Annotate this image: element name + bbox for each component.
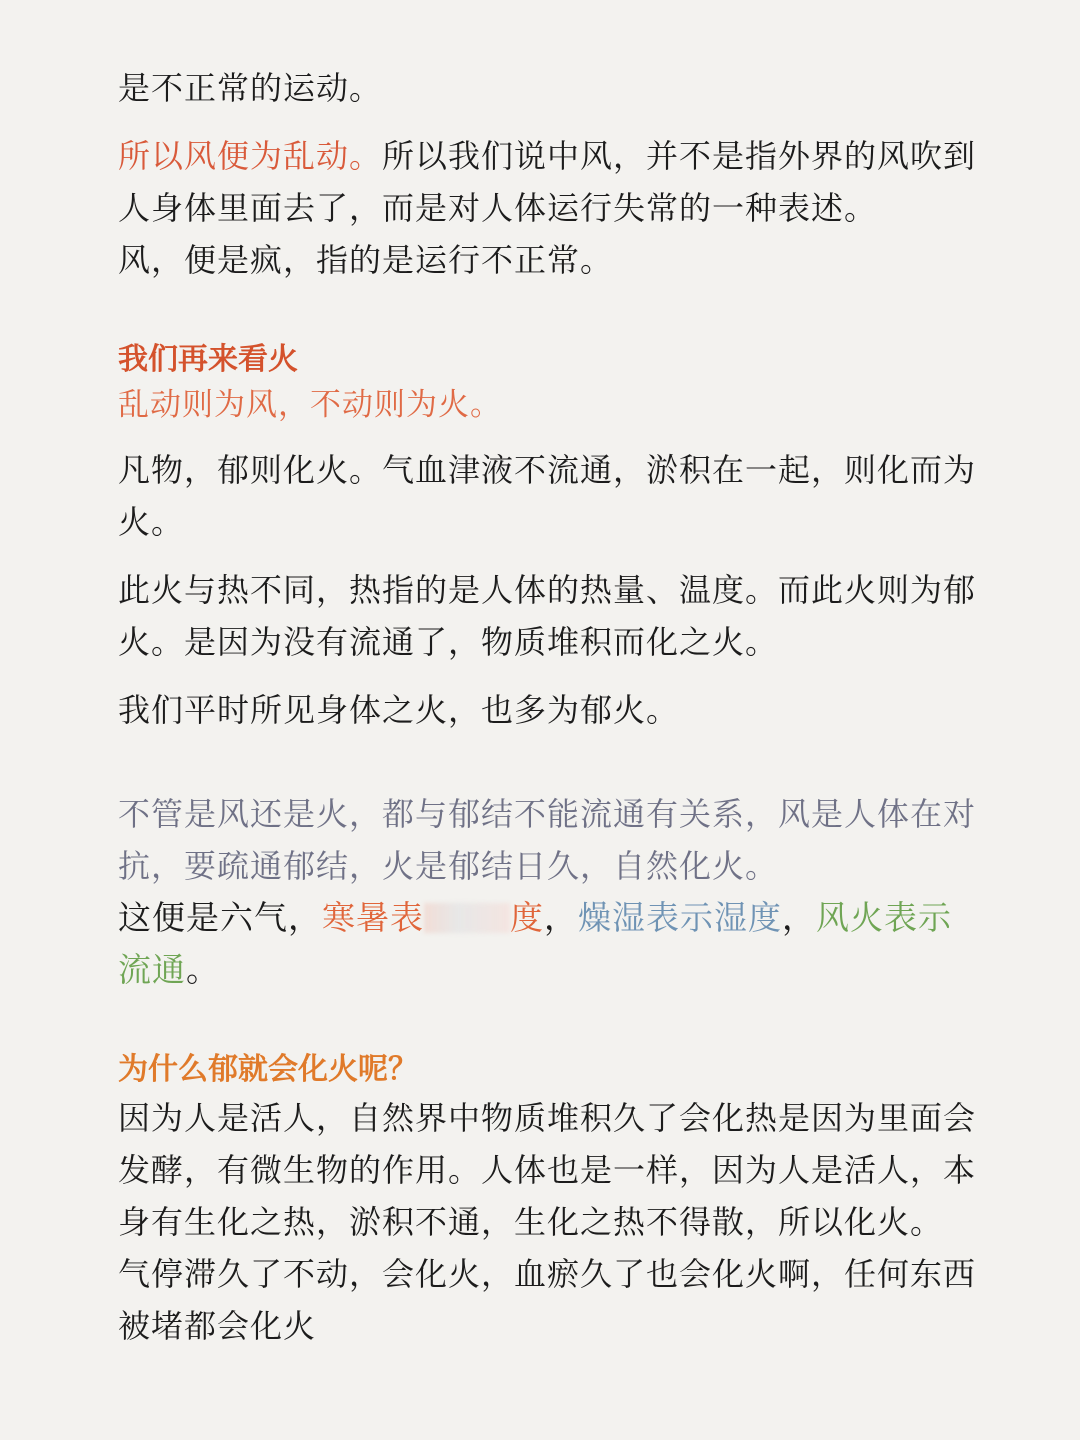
paragraph-2 [118, 130, 978, 234]
wind-fire-label: 风火表示流通 [118, 898, 952, 989]
paragraph-6: 我们平时所见身体之火，也多为郁火。 [118, 691, 680, 729]
cold-heat-degree: 度 [510, 898, 544, 937]
paragraph-7: 不管是风还是火，都与郁结不能流通有关系，风是人体在对抗，要疏通郁结，火是郁结日久，自然化火。 [118, 795, 977, 885]
paragraph-3: 风，便是疯，指的是运行不正常。 [118, 241, 614, 279]
section-heading-fire: 我们再来看火 [118, 342, 298, 377]
cold-heat-label: 寒暑表 [322, 898, 424, 937]
dry-wet-label: 燥湿表示湿度 [578, 898, 782, 937]
paragraph-4: 凡物，郁则化火。气血津液不流通，淤积在一起，则化而为火。 [118, 451, 977, 541]
paragraph-5: 此火与热不同，热指的是人体的热量、温度。而此火则为郁火。是因为没有流通了，物质堆积而化之火。 [118, 571, 977, 661]
paragraph-1: 是不正常的运动。 [118, 69, 383, 107]
paragraph-8 [118, 892, 978, 996]
paragraph-2-text: 所以我们说中风，并不是指外界的风吹到人身体里面去了，而是对人体运行失常的一种表述。 [118, 137, 977, 227]
period: 。 [186, 950, 220, 989]
paragraph-2-highlight: 所以风便为乱动。 [118, 137, 383, 175]
section-subheading-fire: 乱动则为风，不动则为火。 [118, 387, 502, 423]
blurred-text [424, 903, 510, 933]
article-body [118, 62, 978, 1352]
comma-2: ， [782, 898, 816, 937]
six-qi-intro: 这便是六气， [118, 898, 322, 937]
comma-1: ， [544, 898, 578, 937]
paragraph-9: 因为人是活人，自然界中物质堆积久了会化热是因为里面会发酵，有微生物的作用。人体也是一样，因为人是活人，本身有生化之热，淤积不通，生化之热不得散，所以化火。 [118, 1099, 977, 1241]
paragraph-10: 气停滞久了不动，会化火，血瘀久了也会化火啊，任何东西被堵都会化火 [118, 1255, 977, 1345]
section-heading-why: 为什么郁就会化火呢？ [118, 1052, 418, 1087]
